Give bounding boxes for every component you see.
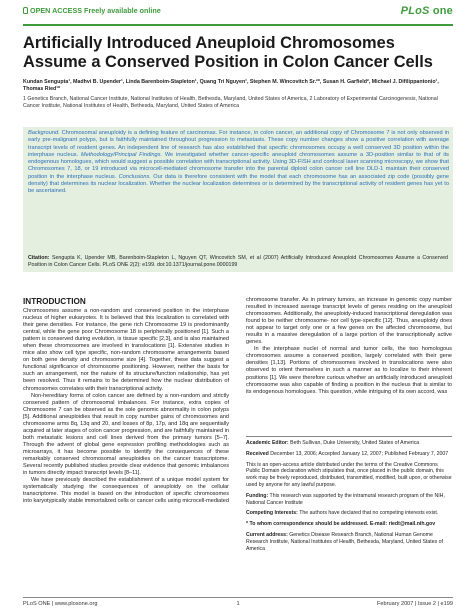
logo-text: PLoS: [400, 5, 430, 17]
current-address: [246, 532, 452, 552]
correspondence: * To whom correspondence should be addressed. E-mail: riedt@mail.nih.gov: [246, 521, 436, 528]
competing-label: Competing Interests:: [246, 510, 298, 517]
introduction-heading: INTRODUCTION: [23, 297, 86, 306]
page-footer: [23, 597, 453, 608]
editor-text: Beth Sullivan, Duke University, United States of America: [288, 440, 420, 446]
citation-label: Citation:: [28, 255, 50, 261]
logo-suffix: one: [432, 5, 453, 17]
intro-paragraph-2: Non-hereditary forms of colon cancer are defined by a non-random and strictly conserved pattern of chromosomal imbalances. For instance, extra copies of Chromosome 7 can be observed as the sole genomic abnormality in colon polyps [5]. Additional aneuploidies that result in copy number gains of chromosomes and chromosome arms 8q, 13q and 20, and losses of 8p, 17p, and 18q are sequentially acquired at later stages of colon cancer progression, and are faithfully maintained in both metastatic lesions and cell lines derived from the primary tumors [5–7]. Through the advent of global gene expression profiling methodologies such as microarrays, it has become possible to identify the consequences of these remarkably conserved chromosomal aneuploidies on the cancer transcriptome. Several recently published studies provide clear evidence that genomic imbalances in tumors directly impact transcript levels [8–11].: [23, 392, 229, 477]
plos-one-logo: [401, 5, 453, 17]
dates-text: December 13, 2006; Accepted January 12, 2007; Published February 7, 2007: [268, 450, 449, 457]
background-label: Background.: [28, 130, 60, 136]
affiliations: 1 Genetics Branch, National Cancer Institute, National Institutes of Health, Bethesda, Maryland, United States of America, 2 Laboratory of Experimental Carcinogenesis, National Cancer Institute, National Institutes of Health, Bethesda, Maryland, United States of America: [23, 96, 438, 109]
article-metadata: [246, 440, 452, 556]
citation-box: [23, 254, 453, 272]
abstract-box: [23, 127, 453, 254]
intro-paragraph-3: We have previously described the establishment of a unique model system for systematically studying the consequences of aneuploidy on the cellular transcriptome. This model is based on the introduction of specific chromosomes into karyotypically stable immortalized cells or cancer cells using microcell-mediated: [23, 477, 229, 505]
competing-text: The authors have declared that no competing interests exist.: [297, 510, 439, 517]
citation-text: Sengupta K, Upender MB, Barenboim-Stapleton L, Nguyen QT, Wincovitch SM, et al (2007) Artificially Introduced Aneuploid Chromosomes Assume a Conserved Position in Colon Cancer Cells. PLoS ONE 2(2): e199. doi:10.1371/journal.pone.0000199: [28, 255, 448, 268]
methodology-text: We investigated whether cancer-specific aneuploid chromosomes assume a 3D-position similar to that of its endogenous homologues, which would suggest a possible correlation with transcriptional activity. Using 3D-FISH and confocal laser scanning microscopy, we show that Chromosomes 7, 18, or 19 introduced via microcell-mediated chromosome transfer into the parental diploid colon cancer cell line DLD-1 maintain their conserved position in the interphase nucleus.: [28, 151, 449, 180]
competing-interests: [246, 510, 452, 517]
intro-paragraph-5: In the interphase nuclei of normal and tumor cells, the two homologous chromosomes assume a conserved position, largely correlated with their gene densities [1,13]. Portions of chromosomes involved in translocations were also observed to orient themselves in such a manner as to localize to their inherent positions [1]. We were therefore curious whether an artificially introduced aneuploid chromosome was also capable of finding a position in the nucleus that is similar to its endogenous homologues. This question, while intriguing of its own accord, was: [246, 346, 452, 395]
current-address-label: Current address:: [246, 531, 288, 538]
funding-label: Funding:: [246, 492, 269, 499]
open-lock-icon: [23, 7, 28, 14]
copyright-notice: This is an open-access article distributed under the terms of the Creative Commons Public Domain declaration which stipulates that, once placed in the public domain, this work may be freely reproduced, distributed, transmitted, modified, built upon, or otherwise used by anyone for any lawful purpose.: [246, 461, 452, 488]
open-access-label: OPEN ACCESS Freely available online: [30, 6, 161, 15]
left-column: [23, 297, 229, 505]
funding: [246, 493, 452, 507]
metadata-divider: [246, 436, 452, 437]
dates-label: Received: [246, 450, 269, 457]
footer-journal: PLoS ONE | www.plosone.org: [23, 601, 98, 607]
header-divider: [23, 24, 453, 26]
background-text: Chromosomal aneuploidy is a defining feature of carcinomas. For instance, in colon cancer, an additional copy of Chromosome 7 is not only observed in early pre-malignant polyps, but is faithfully maintained throughout progression to metastasis. These copy number changes show a positive correlation with average transcript levels of resident genes. An independent line of research has also established that specific chromosomes occupy a well conserved 3D position within the interphase nucleus.: [28, 130, 449, 158]
footer-page-number: 1: [236, 601, 240, 607]
footer-issue: February 2007 | Issue 2 | e199: [377, 601, 453, 607]
conclusions-text: Our data is therefore consistent with the model that each chromosome has an associated zip code (possibly gene density) that determines its nuclear localization. Whether the nuclear localization determines or is determined by the transcriptional activity of resident genes has yet to be ascertained.: [28, 173, 449, 194]
funding-text: This research was supported by the intramural research program of the NIH, National Cancer Institute: [246, 492, 445, 506]
editor-label: Academic Editor:: [246, 440, 289, 446]
publication-dates: [246, 451, 452, 458]
intro-paragraph-1: Chromosomes assume a non-random and conserved position in the interphase nucleus of higher eukaryotes. It is believed that this localization is correlated with their gene densities. For instance, the gene rich Chromosome 19 is predominantly central, while the gene poor Chromosome 18 is peripherally positioned [1]. Such a pattern is conserved during evolution, is tissue specific [2,3], and is also maintained when these chromosomes are involved in translocations [1]. Extensive studies in mice also show cell type specific, non-random chromosome arrangements based on both gene density and chromosome size [4]. Together, these data suggest a functional significance of chromosome positioning. However, neither the basis for such an arrangement, nor the nature of its structure/function relationship, has yet been resolved. Thus it remains to be determined how the nuclear distribution of chromosomes correlates with their transcriptional activity.: [23, 308, 229, 392]
academic-editor: [246, 440, 452, 447]
open-access-badge: [23, 6, 161, 15]
author-list: Kundan Sengupta¹, Madhvi B. Upender¹, Linda Barenboim-Stapleton¹, Quang Tri Nguyen¹, Stephen M. Wincovitch Sr.²*, Susan H. Garfield², Michael J. Difilippantonio¹, Thomas Ried¹*: [23, 79, 439, 92]
right-column: [246, 297, 452, 396]
current-address-text: Genetics Disease Research Branch, National Human Genome Research Institute, National Institutes of Health, Bethesda, Maryland, United States of America: [246, 531, 443, 552]
conclusions-label: Conclusions.: [118, 173, 151, 180]
methodology-label: Methodology/Principal Findings.: [80, 151, 163, 158]
intro-paragraph-4: chromosome transfer. As in primary tumors, an increase in genomic copy number resulted in increased average transcript levels of genes residing on the aneuploid chromosomes. Additionally, the aneuploidy-induced transcriptional deregulation was found to be neither chromosome- nor cell type-specific [12]. Thus, aneuploidy does not appear to target only one or a few genes on the affected chromosome, but results in a massive deregulation of a large portion of the transcriptionally active genes.: [246, 297, 452, 346]
article-title: Artificially Introduced Aneuploid Chromosomes Assume a Conserved Position in Colon Cancer Cells: [23, 34, 433, 71]
